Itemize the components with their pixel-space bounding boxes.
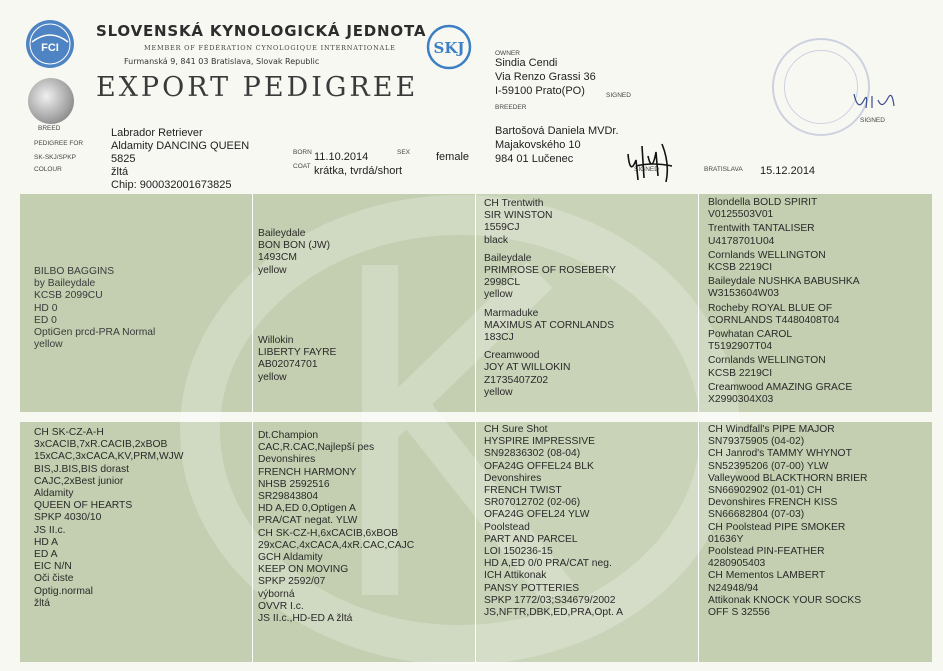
breeder-signed-label: SIGNED — [634, 166, 659, 173]
sire-info — [34, 266, 155, 351]
pedigree-line: OFF S 32556 — [708, 607, 770, 619]
pedigree-line: CH Sure Shot — [484, 424, 548, 435]
pedigree-line: ED A — [34, 549, 58, 561]
pedigree-line: 1493CM — [258, 252, 297, 264]
pedigree-line: BILBO BAGGINS — [34, 266, 115, 277]
pedigree-line: PRA/CAT negat. YLW — [258, 515, 358, 527]
pedigree-line: T5192907T04 — [708, 341, 773, 353]
pedigree-line: CH SK-CZ-H,6xCACIB,6xBOB — [258, 527, 399, 539]
pedigree-line: Baileydale — [484, 252, 532, 264]
breeder-street: Majakovského 10 — [495, 139, 581, 151]
pedigree-line: 183CJ — [484, 332, 514, 344]
registration-label: SK-SKJ/SPKP — [34, 154, 76, 161]
pedigree-line: yellow — [484, 386, 513, 398]
pedigree-line: SIR WINSTON — [484, 210, 553, 222]
pedigree-line: MAXIMUS AT CORNLANDS — [484, 319, 615, 331]
pedigree-line: GCH Aldamity — [258, 552, 323, 564]
pedigree-line: OFA24G OFFEL24 BLK — [484, 460, 594, 472]
pedigree-line: Cornlands WELLINGTON — [708, 249, 826, 261]
skj-logo-icon — [426, 24, 472, 70]
pedigree-line: Poolstead PIN-FEATHER — [708, 546, 825, 558]
gen3-maternal — [484, 424, 623, 619]
pedigree-line: Aldamity — [34, 488, 74, 500]
pedigree-line: PART AND PARCEL — [484, 533, 578, 545]
pedigree-line: ED 0 — [34, 314, 57, 326]
pedigree-line: yellow — [34, 339, 63, 351]
pedigree-line: by Baileydale — [34, 278, 96, 290]
pedigree-line: QUEEN OF HEARTS — [34, 500, 133, 512]
dam-info — [34, 427, 184, 610]
pedigree-line: LOI 150236-15 — [484, 546, 553, 558]
signature-breeder — [622, 136, 682, 186]
pedigree-line: CAC,R.CAC,Najlepší pes — [258, 442, 375, 454]
pedigree-line: OVVR I.c. — [258, 600, 304, 612]
pedigree-line: CH Windfall's PIPE MAJOR — [708, 424, 835, 435]
pedigree-line: SPKP 2592/07 — [258, 576, 326, 588]
pedigree-line: OFA24G OFEL24 YLW — [484, 509, 590, 521]
pedigree-line: OptiGen prcd-PRA Normal — [34, 327, 156, 339]
pedigree-line: LIBERTY FAYRE — [258, 347, 337, 359]
document-title: EXPORT PEDIGREE — [96, 72, 419, 103]
pedigree-line: SN79375905 (04-02) — [708, 436, 805, 448]
pedigree-line: X2990304X03 — [708, 394, 774, 406]
pedigree-line: 3xCACIB,7xR.CACIB,2xBOB — [34, 439, 168, 451]
svg-text:FCI: FCI — [41, 42, 59, 54]
pedigree-line: SPKP 1772/03;S34679/2002 — [484, 594, 616, 606]
coat-value: krátka, tvrdá/short — [314, 165, 403, 177]
pedigree-line: Z1735407Z02 — [484, 374, 549, 386]
fci-logo-icon — [24, 18, 76, 70]
pedigree-line: Powhatan CAROL — [708, 329, 793, 341]
office-signed-label: SIGNED — [860, 117, 885, 124]
pedigree-line: Attikonak KNOCK YOUR SOCKS — [708, 594, 862, 606]
pedigree-line: Valleywood BLACKTHORN BRIER — [708, 472, 868, 484]
owner-city: I-59100 Prato(PO) — [495, 85, 585, 97]
gen4-paternal — [708, 197, 860, 406]
org-address: Furmanská 9, 841 03 Bratislava, Slovak Republic — [124, 57, 320, 66]
owner-signed-label: SIGNED — [606, 92, 631, 99]
pedigree-line: SN92836302 (08-04) — [484, 448, 581, 460]
pedigree-line: yellow — [484, 289, 513, 301]
pedigree-line: Devonshires FRENCH KISS — [708, 497, 838, 509]
pedigree-line: SN52395206 (07-00) YLW — [708, 460, 829, 472]
pedigree-line: Baileydale — [258, 228, 306, 239]
pedigree-line: FRENCH TWIST — [484, 485, 562, 497]
pedigree-line: žltá — [34, 597, 51, 609]
pedigree-line: yellow — [258, 264, 287, 276]
colour-value: žltá — [111, 166, 129, 178]
pedigree-line: AB02074701 — [258, 359, 318, 371]
pedigree-line: CH Janrod's TAMMY WHYNOT — [708, 448, 852, 460]
pedigree-line: EIC N/N — [34, 561, 72, 573]
pedigree-for-label: PEDIGREE FOR — [34, 140, 84, 147]
born-value: 11.10.2014 — [314, 151, 369, 163]
pedigree-line: PRIMROSE OF ROSEBERY — [484, 265, 616, 277]
dog-name: Aldamity DANCING QUEEN — [111, 140, 250, 152]
pedigree-line: SN66902902 (01-01) CH — [708, 485, 822, 497]
pedigree-line: Creamwood — [484, 350, 540, 362]
pedigree-line: 4280905403 — [708, 558, 766, 570]
pedigree-line: Willokin — [258, 335, 294, 346]
pedigree-line: 01636Y — [708, 533, 744, 545]
issue-date: 15.12.2014 — [760, 165, 816, 177]
organization-block — [96, 22, 427, 66]
org-member-of: MEMBER OF FÉDÉRATION CYNOLOGIQUE INTERNATIONALE — [144, 44, 396, 52]
pedigree-line: Oči čiste — [34, 573, 74, 585]
pedigree-line: JS,NFTR,DBK,ED,PRA,Opt. A — [484, 607, 624, 619]
chip-number: Chip: 900032001673825 — [111, 179, 232, 191]
born-label: BORN — [293, 149, 312, 156]
pedigree-line: SPKP 4030/10 — [34, 512, 102, 524]
pedigree-line: V0125503V01 — [708, 209, 774, 221]
pedigree-line: HD A,ED 0,Optigen A — [258, 503, 356, 515]
pedigree-line: Optig.normal — [34, 585, 93, 597]
pedigree-line: Cornlands WELLINGTON — [708, 355, 826, 367]
signature-office — [848, 86, 898, 116]
pedigree-line: black — [484, 234, 509, 246]
pedigree-line: Rocheby ROYAL BLUE OF — [708, 302, 833, 314]
pedigree-line: HYSPIRE IMPRESSIVE — [484, 436, 596, 448]
sex-value: female — [436, 151, 470, 163]
place-label: BRATISLAVA — [704, 166, 743, 173]
pedigree-line: KCSB 2099CU — [34, 290, 103, 302]
pedigree-line: Creamwood AMAZING GRACE — [708, 381, 853, 393]
pedigree-line: N24948/94 — [708, 582, 759, 594]
pedigree-line: JS II.c. — [34, 524, 66, 536]
pedigree-line: Trentwith TANTALISER — [708, 223, 815, 235]
pedigree-line: CH SK-CZ-A-H — [34, 427, 104, 438]
pedigree-line: KCSB 2219CI — [708, 262, 773, 274]
pedigree-line: Baileydale NUSHKA BABUSHKA — [708, 276, 860, 288]
breeder-label: BREEDER — [495, 104, 527, 111]
pedigree-line: výborná — [258, 588, 295, 600]
pedigree-line: Devonshires — [484, 472, 542, 484]
pedigree-line: CORNLANDS T4480408T04 — [708, 314, 840, 326]
pedigree-line: CH Trentwith — [484, 198, 544, 209]
pedigree-line: HD A,ED 0/0 PRA/CAT neg. — [484, 558, 612, 570]
pedigree-line: JS II.c.,HD-ED A žltá — [258, 613, 353, 625]
registration-number: 5825 — [111, 153, 136, 165]
gen3-paternal — [484, 198, 616, 399]
pedigree-line: BON BON (JW) — [258, 240, 331, 252]
pedigree-line: CH Mementos LAMBERT — [708, 570, 826, 582]
granddam-paternal — [258, 335, 336, 384]
pedigree-line: Blondella BOLD SPIRIT — [708, 197, 818, 208]
owner-label: OWNER — [495, 50, 520, 57]
pedigree-line: SR29843804 — [258, 491, 319, 503]
pedigree-line: JOY AT WILLOKIN — [484, 362, 571, 374]
pedigree-line: 15xCAC,3xCACA,KV,PRM,WJW — [34, 451, 184, 463]
pedigree-line: 1559CJ — [484, 222, 520, 234]
svg-text:SKJ: SKJ — [433, 39, 465, 57]
pedigree-line: KEEP ON MOVING — [258, 564, 349, 576]
pedigree-line: HD A — [34, 536, 59, 548]
owner-name: Sindia Cendi — [495, 57, 558, 69]
maternal-grandparents — [258, 430, 414, 625]
breed-value: Labrador Retriever — [111, 127, 203, 139]
org-name: SLOVENSKÁ KYNOLOGICKÁ JEDNOTA — [96, 22, 427, 40]
colour-label: COLOUR — [34, 166, 62, 173]
pedigree-line: yellow — [258, 371, 287, 383]
pedigree-line: W3153604W03 — [708, 288, 779, 300]
pedigree-line: ICH Attikonak — [484, 570, 547, 582]
breeder-city: 984 01 Lučenec — [495, 153, 574, 165]
breed-label: BREED — [38, 125, 61, 132]
pedigree-line: SN66682804 (07-03) — [708, 509, 805, 521]
pedigree-line: KCSB 2219CI — [708, 367, 773, 379]
pedigree-line: NHSB 2592516 — [258, 478, 330, 490]
pedigree-line: CH Poolstead PIPE SMOKER — [708, 521, 846, 533]
coat-label: COAT — [293, 163, 311, 170]
pedigree-line: BIS,J.BIS,BIS dorast — [34, 463, 129, 475]
pedigree-line: Dt.Champion — [258, 430, 319, 441]
sex-label: SEX — [397, 149, 411, 156]
pedigree-line: SR07012702 (02-06) — [484, 497, 581, 509]
pedigree-line: PANSY POTTERIES — [484, 582, 580, 594]
pedigree-line: FRENCH HARMONY — [258, 466, 357, 478]
pedigree-line: HD 0 — [34, 302, 58, 314]
hologram-seal — [28, 78, 74, 124]
owner-street: Via Renzo Grassi 36 — [495, 71, 596, 83]
pedigree-line: 29xCAC,4xCACA,4xR.CAC,CAJC — [258, 539, 415, 551]
pedigree-line: Devonshires — [258, 454, 316, 466]
grandsire-paternal — [258, 228, 330, 277]
pedigree-line: 2998CL — [484, 277, 521, 289]
pedigree-line: Marmaduke — [484, 307, 539, 319]
gen4-maternal — [708, 424, 867, 619]
breeder-name: Bartošová Daniela MVDr. — [495, 125, 619, 137]
pedigree-line: Poolstead — [484, 521, 530, 533]
pedigree-line: CAJC,2xBest junior — [34, 475, 124, 487]
pedigree-line: U4178701U04 — [708, 235, 775, 247]
